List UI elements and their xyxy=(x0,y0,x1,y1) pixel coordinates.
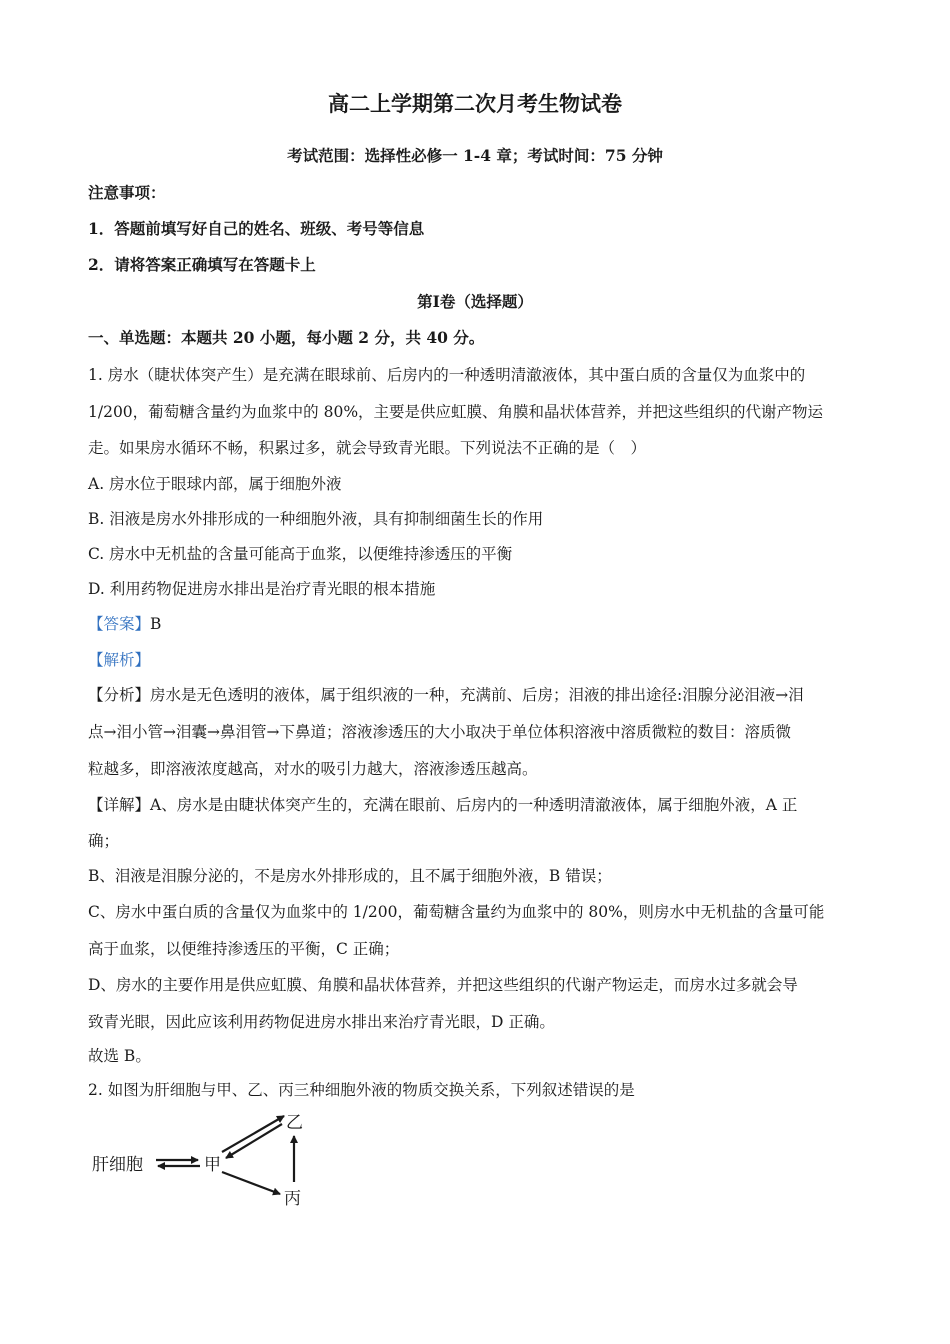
q1-stem-line: 1. 房水（睫状体突产生）是充满在眼球前、后房内的一种透明清澈液体，其中蛋白质的含量仅为血浆中的 xyxy=(88,366,806,384)
detail-line: 【详解】A、房水是由睫状体突产生的，充满在眼前、后房内的一种透明清澈液体，属于细胞外液，A 正 xyxy=(88,796,798,814)
q2-stem: 2. 如图为肝细胞与甲、乙、丙三种细胞外液的物质交换关系，下列叙述错误的是 xyxy=(88,1081,635,1099)
arrow-yi-to-jia xyxy=(226,1124,282,1158)
q1-stem-line: 走。如果房水循环不畅，积累过多，就会导致青光眼。下列说法不正确的是（ ） xyxy=(88,439,647,457)
arrow-jia-to-bing xyxy=(222,1172,280,1194)
volume-title: 第Ⅰ卷（选择题） xyxy=(417,292,533,311)
detail-line: D、房水的主要作用是供应虹膜、角膜和晶状体营养，并把这些组织的代谢产物运走，而房水过多就会导 xyxy=(88,976,798,994)
jia-label: 甲 xyxy=(204,1155,221,1175)
answer-value: B xyxy=(150,615,162,633)
q1-option-d: D. 利用药物促进房水排出是治疗青光眼的根本措施 xyxy=(88,580,436,598)
notice-title: 注意事项： xyxy=(88,183,166,202)
q1-stem-line: 1/200，葡萄糖含量约为血浆中的 80%，主要是供应虹膜、角膜和晶状体营养，并把这些组织的代谢产物运 xyxy=(88,403,824,421)
bing-label: 丙 xyxy=(284,1189,301,1208)
analysis-line: 点→泪小管→泪囊→鼻泪管→下鼻道；溶液渗透压的大小取决于单位体积溶液中溶质微粒的数目：溶质微 xyxy=(88,723,791,741)
q1-option-a: A. 房水位于眼球内部，属于细胞外液 xyxy=(88,475,342,493)
yi-label: 乙 xyxy=(286,1113,303,1133)
detail-line: 确； xyxy=(88,832,120,850)
arrow-jia-to-yi xyxy=(222,1116,284,1152)
q1-option-b: B. 泪液是房水外排形成的一种细胞外液，具有抑制细菌生长的作用 xyxy=(88,510,544,528)
liver-cell-label: 肝细胞 xyxy=(92,1155,143,1175)
notice-item: 2．请将答案正确填写在答题卡上 xyxy=(88,255,316,274)
detail-line: C、房水中蛋白质的含量仅为血浆中的 1/200，葡萄糖含量约为血浆中的 80%，则房水中无机盐的含量可能 xyxy=(88,903,825,921)
q1-option-c: C. 房水中无机盐的含量可能高于血浆，以便维持渗透压的平衡 xyxy=(88,545,513,563)
exam-subtitle: 考试范围：选择性必修一 1-4 章；考试时间：75 分钟 xyxy=(287,146,663,165)
part-title: 一、单选题：本题共 20 小题，每小题 2 分，共 40 分。 xyxy=(88,328,485,347)
notice-item: 1．答题前填写好自己的姓名、班级、考号等信息 xyxy=(88,219,425,238)
analysis-tag: 【解析】 xyxy=(88,651,151,669)
exchange-diagram xyxy=(88,1108,328,1208)
exam-title: 高二上学期第二次月考生物试卷 xyxy=(328,91,622,116)
analysis-line: 粒越多，即溶液浓度越高，对水的吸引力越大，溶液渗透压越高。 xyxy=(88,760,538,778)
q1-answer xyxy=(88,614,161,634)
detail-line: 高于血浆，以便维持渗透压的平衡，C 正确； xyxy=(88,940,400,958)
detail-line: B、泪液是泪腺分泌的，不是房水外排形成的，且不属于细胞外液，B 错误； xyxy=(88,867,612,885)
analysis-line: 【分析】房水是无色透明的液体，属于组织液的一种，充满前、后房；泪液的排出途径:泪腺分泌泪液→泪 xyxy=(88,686,804,704)
detail-line: 故选 B。 xyxy=(88,1047,151,1065)
answer-tag: 【答案】 xyxy=(88,615,151,633)
detail-line: 致青光眼，因此应该利用药物促进房水排出来治疗青光眼，D 正确。 xyxy=(88,1013,555,1031)
